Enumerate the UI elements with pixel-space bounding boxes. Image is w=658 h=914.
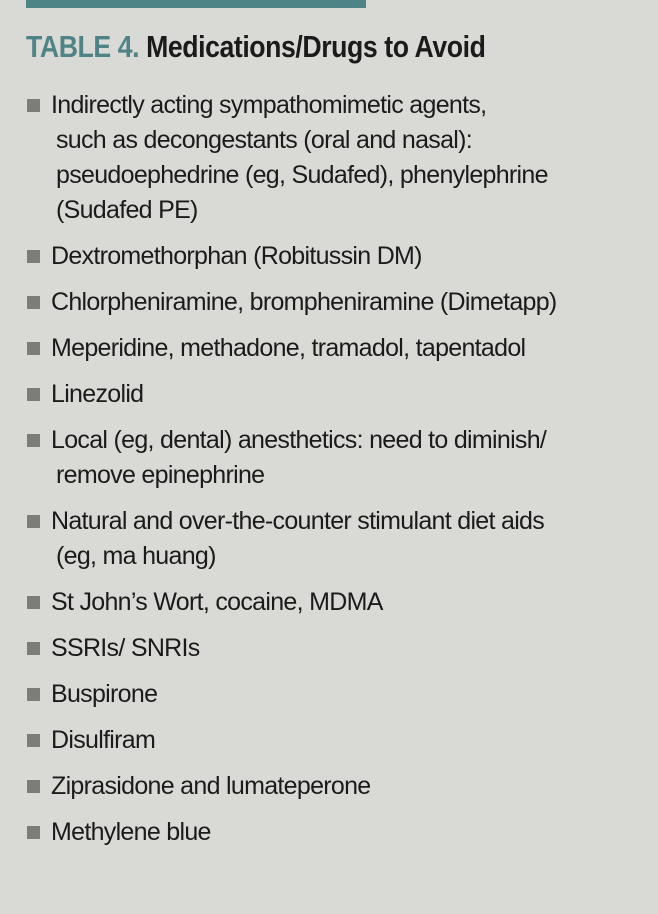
list-item (26, 585, 636, 620)
list-item-line: such as decongestants (oral and nasal): (56, 126, 473, 154)
list-item-line: Meperidine, methadone, tramadol, tapentadol (51, 334, 526, 362)
list-item (26, 88, 636, 228)
square-bullet-icon (27, 596, 40, 609)
square-bullet-icon (27, 250, 40, 263)
list-item (26, 285, 636, 320)
list-item-line: (eg, ma huang) (56, 542, 216, 570)
list-item-line: Disulfiram (51, 726, 156, 754)
list-item-text (51, 815, 636, 850)
list-item (26, 331, 636, 366)
list-item-text (51, 331, 636, 366)
list-item-line: (Sudafed PE) (56, 196, 198, 224)
list-item-text (51, 285, 636, 320)
list-item (26, 504, 636, 574)
list-item-line: Dextromethorphan (Robitussin DM) (51, 242, 422, 270)
list-item-line: Natural and over-the-counter stimulant diet aids (51, 507, 545, 535)
square-bullet-icon (27, 99, 40, 112)
list-item-text (51, 723, 636, 758)
list-item-line: Indirectly acting sympathomimetic agents, (51, 91, 487, 119)
list-item-text (51, 239, 636, 274)
list-item (26, 769, 636, 804)
list-item-text (51, 631, 636, 666)
square-bullet-icon (27, 434, 40, 447)
square-bullet-icon (27, 826, 40, 839)
square-bullet-icon (27, 734, 40, 747)
list-item-text (51, 504, 636, 574)
list-item-line: remove epinephrine (56, 461, 265, 489)
square-bullet-icon (27, 688, 40, 701)
table-title (26, 30, 485, 64)
table-title-text: Medications/Drugs to Avoid (146, 29, 486, 64)
list-item-line: SSRIs/ SNRIs (51, 634, 200, 662)
list-item-line: Local (eg, dental) anesthetics: need to diminish/ (51, 426, 547, 454)
list-item-text (51, 769, 636, 804)
square-bullet-icon (27, 515, 40, 528)
list-item (26, 815, 636, 850)
list-item (26, 423, 636, 493)
square-bullet-icon (27, 642, 40, 655)
list-item-text (51, 88, 636, 228)
list-item-line: pseudoephedrine (eg, Sudafed), phenylephrine (56, 161, 548, 189)
list-item-line: Ziprasidone and lumateperone (51, 772, 371, 800)
list-item-line: Linezolid (51, 380, 144, 408)
square-bullet-icon (27, 342, 40, 355)
square-bullet-icon (27, 780, 40, 793)
list-item-line: Methylene blue (51, 818, 211, 846)
medication-list (26, 88, 636, 861)
list-item-text (51, 677, 636, 712)
list-item-text (51, 423, 636, 493)
list-item-line: Buspirone (51, 680, 158, 708)
list-item (26, 377, 636, 412)
table-label: TABLE 4. (26, 29, 140, 64)
list-item (26, 723, 636, 758)
list-item-line: St John’s Wort, cocaine, MDMA (51, 588, 383, 616)
list-item (26, 677, 636, 712)
accent-bar (26, 0, 366, 8)
list-item-line: Chlorpheniramine, brompheniramine (Dimetapp) (51, 288, 557, 316)
list-item (26, 239, 636, 274)
list-item-text (51, 585, 636, 620)
square-bullet-icon (27, 388, 40, 401)
square-bullet-icon (27, 296, 40, 309)
list-item-text (51, 377, 636, 412)
list-item (26, 631, 636, 666)
